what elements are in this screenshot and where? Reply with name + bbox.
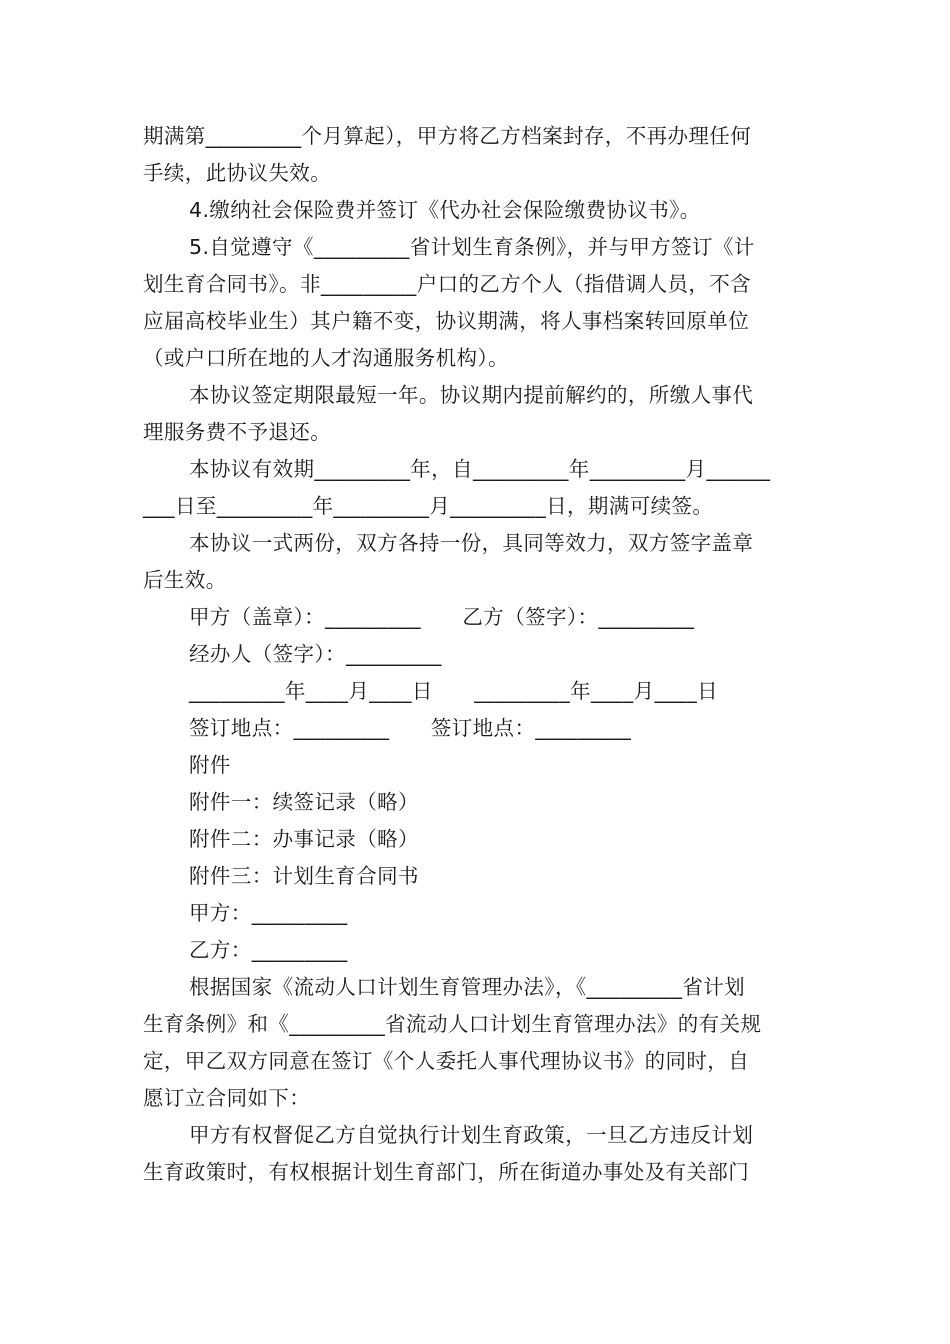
signature-line: 甲方（盖章）：_________ 乙方（签字）：_________ <box>189 605 695 629</box>
text-line: 理服务费不予退还。 <box>143 420 332 444</box>
text-line: 本协议有效期_________年，自_________年_________月______ <box>189 457 771 481</box>
attachment-item: 附件三：计划生育合同书 <box>189 864 419 888</box>
document-body <box>143 118 808 1191</box>
signature-line: 经办人（签字）：_________ <box>189 642 442 666</box>
text-line: 本协议签定期限最短一年。协议期内提前解约的，所缴人事代 <box>189 383 754 407</box>
text-line: 根据国家《流动人口计划生育管理办法》，《_________省计划 <box>189 975 746 999</box>
text-line: 甲方有权督促乙方自觉执行计划生育政策，一旦乙方违反计划 <box>189 1123 754 1147</box>
text-line: 划生育合同书》。非_________户口的乙方个人（指借调人员，不含 <box>143 272 752 296</box>
text-line: 生育条例》和《_________省流动人口计划生育管理办法》的有关规 <box>143 1012 762 1036</box>
text-line: 本协议一式两份，双方各持一份，具同等效力，双方签字盖章 <box>189 531 754 555</box>
text-line: 手续，此协议失效。 <box>143 161 332 185</box>
attachment-item: 附件二：办事记录（略） <box>189 827 419 851</box>
text-line: 愿订立合同如下： <box>143 1086 311 1110</box>
text-line: 生育政策时，有权根据计划生育部门，所在街道办事处及有关部门 <box>143 1160 750 1184</box>
location-line: 签订地点：_________ 签订地点：_________ <box>189 716 632 740</box>
attachment-item: 附件一：续签记录（略） <box>189 790 419 814</box>
date-line: _________年____月____日 _________年____月____日 <box>189 679 718 703</box>
text-line: （或户口所在地的人才沟通服务机构）。 <box>143 346 509 370</box>
text-line: 应届高校毕业生）其户籍不变，协议期满，将人事档案转回原单位 <box>143 309 750 333</box>
text-line: ___日至_________年_________月_________日，期满可续签。 <box>143 494 714 518</box>
text-line: 后生效。 <box>143 568 227 592</box>
text-line: 定，甲乙双方同意在签订《个人委托人事代理协议书》的同时，自 <box>143 1049 750 1073</box>
party-b-line: 乙方：_________ <box>189 938 348 962</box>
attachment-heading: 附件 <box>189 753 231 777</box>
text-line: 4.缴纳社会保险费并签订《代办社会保险缴费协议书》。 <box>189 198 701 222</box>
party-a-line: 甲方：_________ <box>189 901 348 925</box>
text-line: 5.自觉遵守《_________省计划生育条例》，并与甲方签订《计 <box>189 235 755 259</box>
text-line: 期满第_________个月算起），甲方将乙方档案封存，不再办理任何 <box>143 124 752 148</box>
